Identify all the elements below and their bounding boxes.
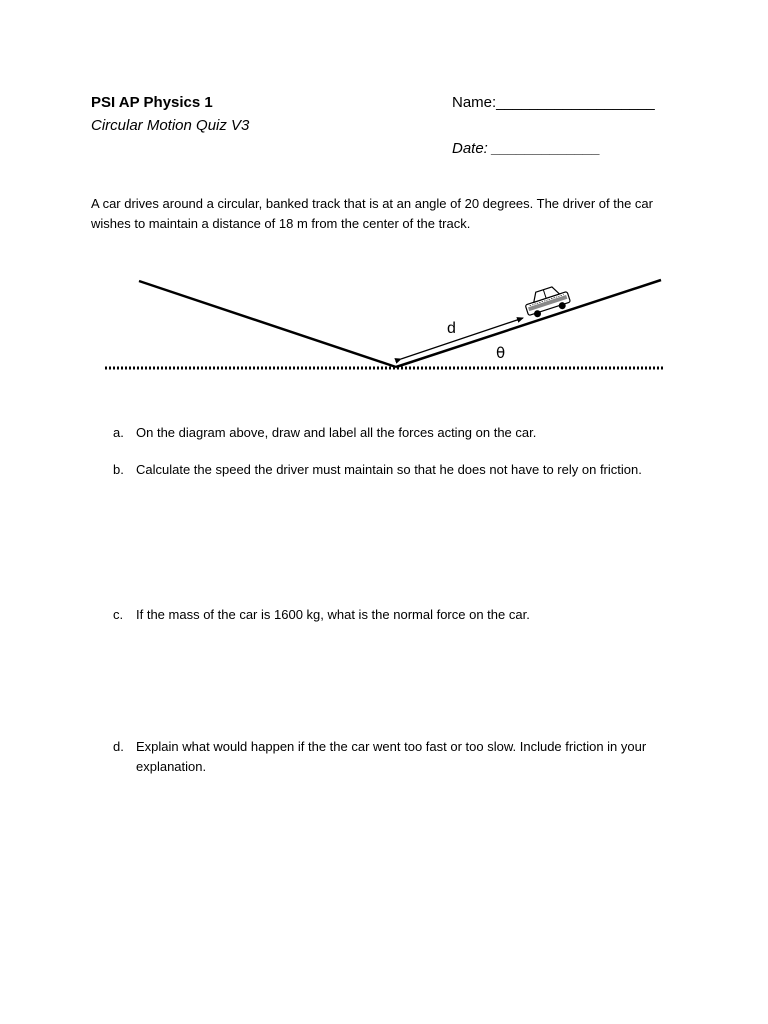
name-field: Name:___________________ <box>452 94 655 111</box>
banked-track-diagram <box>0 260 768 390</box>
quiz-title: Circular Motion Quiz V3 <box>91 117 250 134</box>
car-icon <box>522 283 571 320</box>
distance-label: d <box>447 320 456 337</box>
question-text: Explain what would happen if the the car went too fast or too slow. Include friction in your explanation. <box>136 739 647 774</box>
question-letter: a. <box>113 425 124 440</box>
date-field: Date: _____________ <box>452 140 601 157</box>
left-track-slope <box>139 281 396 367</box>
right-track-slope <box>396 280 661 367</box>
angle-label: θ <box>496 344 506 362</box>
question-text: If the mass of the car is 1600 kg, what is the normal force on the car. <box>136 607 530 622</box>
course-title: PSI AP Physics 1 <box>91 94 213 111</box>
question-letter: b. <box>113 462 124 477</box>
question-text: On the diagram above, draw and label all the forces acting on the car. <box>136 425 537 440</box>
question-text: Calculate the speed the driver must maintain so that he does not have to rely on friction. <box>136 462 642 477</box>
problem-prompt: A car drives around a circular, banked track that is at an angle of 20 degrees. The driver of the car wishes to maintain a distance of 18 m from the center of the track. <box>91 196 653 231</box>
question-letter: d. <box>113 739 124 754</box>
question-letter: c. <box>113 607 124 622</box>
